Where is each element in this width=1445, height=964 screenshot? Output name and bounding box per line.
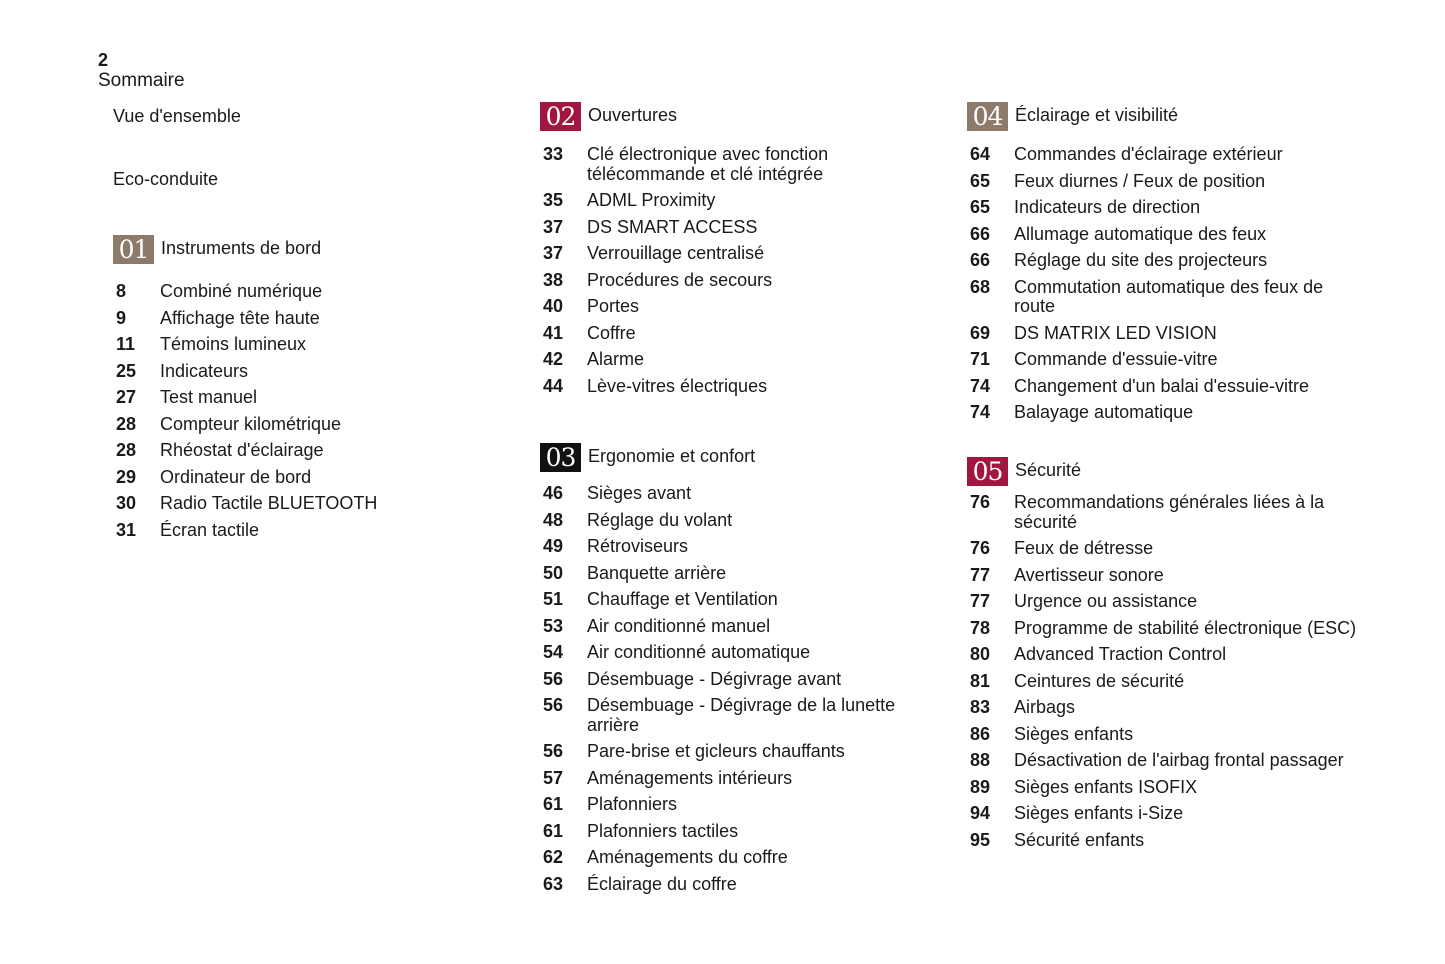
section-badge-05: 05 (967, 457, 1008, 486)
toc-entry-page-number: 38 (543, 269, 564, 290)
toc-entry-label: Balayage automatique (1014, 402, 1194, 422)
section-title-01: Instruments de bord (161, 237, 322, 258)
toc-entry[interactable] (540, 769, 920, 789)
toc-entry-label: Compteur kilométrique (160, 413, 342, 434)
toc-entry-label: Programme de stabilité électronique (ESC) (1014, 617, 1357, 638)
toc-entry[interactable] (540, 564, 920, 584)
toc-entry-label: Urgence ou assistance (1014, 591, 1198, 611)
toc-entry[interactable] (540, 377, 920, 397)
toc-entry-label: Désembuage - Dégivrage avant (587, 668, 842, 689)
toc-entry-label: Sièges avant (587, 483, 692, 503)
toc-entry[interactable] (967, 324, 1347, 344)
toc-entry[interactable] (967, 350, 1347, 370)
toc-entry-label: Désactivation de l'airbag frontal passager (1014, 750, 1344, 770)
toc-entry-label: Allumage automatique des feux (1014, 223, 1267, 244)
toc-entry[interactable] (540, 848, 920, 868)
toc-entry[interactable] (540, 191, 920, 211)
toc-entry-label: Rhéostat d'éclairage (160, 440, 324, 460)
toc-entry-page-number: 88 (970, 750, 991, 770)
toc-entry[interactable] (967, 619, 1357, 639)
toc-entry-page-number: 74 (970, 402, 991, 422)
toc-entry-label: Lève-vitres électriques (587, 375, 768, 396)
toc-entry-page-number: 29 (116, 466, 137, 487)
toc-entry-page-number: 61 (543, 794, 564, 814)
toc-overview-link[interactable]: Vue d'ensemble (113, 106, 241, 126)
toc-entry-label: Plafonniers (587, 794, 678, 814)
section-title-05: Sécurité (1015, 459, 1082, 480)
toc-entry-label: Feux diurnes / Feux de position (1014, 170, 1266, 191)
toc-entry[interactable] (113, 335, 493, 355)
toc-entry[interactable] (540, 484, 920, 504)
toc-entry-label: Ordinateur de bord (160, 466, 312, 487)
toc-entry-label: Changement d'un balai d'essuie-vitre (1014, 375, 1310, 396)
toc-entry-page-number: 83 (970, 697, 991, 717)
toc-entry[interactable] (967, 198, 1347, 218)
toc-entry[interactable] (540, 822, 920, 842)
toc-entry[interactable] (540, 511, 920, 531)
toc-entry[interactable] (967, 672, 1357, 692)
toc-entry-page-number: 8 (116, 281, 127, 301)
section-title-03: Ergonomie et confort (588, 445, 756, 466)
toc-entry-page-number: 80 (970, 644, 991, 664)
toc-entry[interactable] (967, 725, 1357, 745)
toc-entry[interactable] (540, 875, 920, 895)
toc-entry[interactable] (967, 278, 1347, 317)
toc-entry-label: Procédures de secours (587, 269, 773, 290)
toc-entry-label: Indicateurs de direction (1014, 197, 1201, 217)
toc-entry-page-number: 77 (970, 591, 991, 611)
toc-entry-page-number: 37 (543, 216, 564, 237)
toc-entry[interactable] (967, 645, 1357, 665)
toc-entry-page-number: 25 (116, 360, 137, 381)
section-header-01[interactable] (113, 235, 321, 264)
toc-entry-page-number: 28 (116, 413, 137, 434)
toc-entry-page-number: 48 (543, 509, 564, 530)
toc-entry-label: Commutation automatique des feux de route (1014, 276, 1324, 316)
toc-entry-label: Feux de détresse (1014, 538, 1154, 558)
section-03-entries (540, 484, 920, 901)
toc-entry[interactable] (113, 282, 493, 302)
toc-entry-label: Commandes d'éclairage extérieur (1014, 144, 1283, 164)
toc-entry-label: Radio Tactile BLUETOOTH (160, 493, 378, 513)
toc-entry-label: Clé électronique avec fonction télécommande et clé intégrée (587, 144, 829, 184)
toc-entry[interactable] (540, 271, 920, 291)
section-badge-01: 01 (113, 235, 154, 264)
toc-entry[interactable] (967, 172, 1347, 192)
toc-entry[interactable] (113, 309, 493, 329)
toc-entry-label: Coffre (587, 322, 636, 343)
toc-entry[interactable] (113, 468, 493, 488)
toc-entry-label: Affichage tête haute (160, 307, 320, 328)
toc-entry-page-number: 54 (543, 642, 564, 662)
toc-entry[interactable] (113, 441, 493, 461)
toc-entry-page-number: 86 (970, 723, 991, 744)
section-header-05[interactable] (967, 457, 1081, 486)
toc-entry[interactable] (540, 795, 920, 815)
toc-entry-label: Chauffage et Ventilation (587, 589, 778, 609)
toc-entry-label: Écran tactile (160, 519, 260, 540)
toc-entry-label: Banquette arrière (587, 562, 727, 583)
toc-entry-page-number: 65 (970, 197, 991, 217)
toc-entry-label: DS SMART ACCESS (587, 216, 758, 237)
toc-entry-label: Plafonniers tactiles (587, 820, 739, 841)
toc-entry-page-number: 27 (116, 387, 137, 407)
toc-entry-page-number: 40 (543, 296, 564, 316)
toc-entry-page-number: 56 (543, 668, 564, 689)
toc-entry-label: Sièges enfants ISOFIX (1014, 776, 1198, 797)
toc-entry-page-number: 28 (116, 440, 137, 460)
toc-entry[interactable] (540, 350, 920, 370)
section-badge-02: 02 (540, 102, 581, 131)
section-header-04[interactable] (967, 102, 1178, 131)
toc-entry-page-number: 50 (543, 562, 564, 583)
toc-entry[interactable] (113, 521, 493, 541)
toc-entry-label: Portes (587, 296, 640, 316)
toc-entry-page-number: 68 (970, 276, 991, 297)
toc-entry-page-number: 30 (116, 493, 137, 513)
toc-entry-page-number: 46 (543, 483, 564, 503)
toc-entry[interactable] (967, 539, 1357, 559)
toc-entry-page-number: 35 (543, 190, 564, 210)
toc-entry-label: Éclairage du coffre (587, 873, 737, 894)
toc-entry[interactable] (540, 297, 920, 317)
toc-entry-label: Air conditionné manuel (587, 615, 771, 636)
section-badge-03: 03 (540, 443, 581, 472)
toc-entry[interactable] (540, 670, 920, 690)
toc-entry-label: Sièges enfants (1014, 723, 1134, 744)
toc-entry[interactable] (113, 362, 493, 382)
toc-entry-page-number: 11 (116, 334, 136, 354)
toc-entry-label: Combiné numérique (160, 281, 323, 301)
section-badge-04: 04 (967, 102, 1008, 131)
toc-entry[interactable] (113, 388, 493, 408)
toc-entry-label: Rétroviseurs (587, 536, 689, 556)
toc-entry[interactable] (967, 403, 1347, 423)
toc-entry-label: Désembuage - Dégivrage de la lunette arrière (587, 695, 896, 735)
toc-entry[interactable] (540, 324, 920, 344)
toc-entry-page-number: 57 (543, 767, 564, 788)
toc-entry-page-number: 71 (970, 349, 991, 369)
toc-entry-label: Avertisseur sonore (1014, 564, 1164, 585)
toc-entry-page-number: 74 (970, 375, 991, 396)
toc-entry-page-number: 64 (970, 144, 991, 164)
toc-entry[interactable] (540, 145, 920, 184)
toc-entry-page-number: 31 (116, 519, 137, 540)
toc-entry[interactable] (967, 377, 1347, 397)
toc-entry-label: Advanced Traction Control (1014, 644, 1227, 664)
toc-entry-label: Alarme (587, 349, 645, 369)
toc-entry-page-number: 53 (543, 615, 564, 636)
toc-entry-label: Réglage du volant (587, 509, 733, 530)
toc-entry-page-number: 33 (543, 144, 564, 164)
toc-entry-page-number: 56 (543, 741, 564, 761)
toc-entry-page-number: 42 (543, 349, 564, 369)
toc-entry[interactable] (967, 493, 1357, 532)
toc-entry[interactable] (540, 218, 920, 238)
toc-entry[interactable] (540, 617, 920, 637)
toc-entry[interactable] (967, 751, 1357, 771)
toc-entry-page-number: 66 (970, 223, 991, 244)
toc-entry[interactable] (540, 643, 920, 663)
page-title: Sommaire (98, 70, 185, 91)
section-header-03[interactable] (540, 443, 755, 472)
section-04-entries (967, 145, 1347, 430)
toc-entry-label: Verrouillage centralisé (587, 243, 765, 263)
toc-entry[interactable] (540, 742, 920, 762)
toc-entry[interactable] (967, 698, 1357, 718)
section-02-entries (540, 145, 920, 403)
toc-entry[interactable] (113, 415, 493, 435)
toc-entry-page-number: 44 (543, 375, 564, 396)
toc-entry[interactable] (967, 251, 1347, 271)
section-title-04: Éclairage et visibilité (1015, 104, 1179, 125)
toc-entry-page-number: 81 (970, 670, 991, 691)
toc-entry-page-number: 41 (543, 322, 564, 343)
toc-entry-label: Sièges enfants i-Size (1014, 803, 1184, 823)
toc-entry-label: Airbags (1014, 697, 1076, 717)
toc-entry-page-number: 78 (970, 617, 991, 638)
toc-entry-label: Test manuel (160, 387, 258, 407)
toc-entry-page-number: 63 (543, 873, 564, 894)
toc-entry-page-number: 77 (970, 564, 991, 585)
toc-entry-page-number: 76 (970, 492, 991, 512)
toc-entry-page-number: 66 (970, 250, 991, 270)
toc-entry[interactable] (540, 696, 920, 735)
toc-entry[interactable] (540, 244, 920, 264)
page-number: 2 (98, 50, 109, 70)
toc-entry-label: Aménagements du coffre (587, 847, 788, 867)
toc-entry-label: Ceintures de sécurité (1014, 670, 1185, 691)
toc-entry[interactable] (967, 145, 1347, 165)
toc-entry-label: Pare-brise et gicleurs chauffants (587, 741, 845, 761)
toc-entry-page-number: 89 (970, 776, 991, 797)
toc-entry-page-number: 65 (970, 170, 991, 191)
toc-entry-label: Sécurité enfants (1014, 829, 1145, 850)
section-01-entries (113, 282, 493, 547)
toc-entry-label: Indicateurs (160, 360, 249, 381)
toc-entry-page-number: 94 (970, 803, 991, 823)
toc-entry[interactable] (967, 804, 1357, 824)
toc-entry[interactable] (967, 225, 1347, 245)
toc-entry[interactable] (967, 592, 1357, 612)
toc-entry-label: Réglage du site des projecteurs (1014, 250, 1268, 270)
toc-entry[interactable] (967, 778, 1357, 798)
toc-entry-label: Commande d'essuie-vitre (1014, 349, 1218, 369)
toc-entry[interactable] (540, 590, 920, 610)
section-header-02[interactable] (540, 102, 677, 131)
toc-entry-label: Aménagements intérieurs (587, 767, 793, 788)
toc-entry-page-number: 76 (970, 538, 991, 558)
toc-entry-page-number: 62 (543, 847, 564, 867)
toc-entry-page-number: 37 (543, 243, 564, 263)
toc-entry[interactable] (540, 537, 920, 557)
toc-entry[interactable] (967, 566, 1357, 586)
toc-entry-page-number: 95 (970, 829, 991, 850)
toc-entry[interactable] (113, 494, 493, 514)
section-05-entries (967, 493, 1357, 857)
toc-entry-label: ADML Proximity (587, 190, 716, 210)
toc-entry-page-number: 69 (970, 322, 991, 343)
section-title-02: Ouvertures (588, 104, 678, 125)
toc-entry-page-number: 9 (116, 307, 127, 328)
toc-eco-driving-link[interactable]: Eco-conduite (113, 169, 219, 189)
toc-entry-label: Témoins lumineux (160, 334, 307, 354)
toc-entry-label: Air conditionné automatique (587, 642, 811, 662)
toc-entry-page-number: 49 (543, 536, 564, 556)
toc-entry-label: DS MATRIX LED VISION (1014, 322, 1217, 343)
toc-entry[interactable] (967, 831, 1357, 851)
toc-entry-page-number: 51 (543, 589, 564, 609)
toc-entry-label: Recommandations générales liées à la sécurité (1014, 492, 1325, 532)
toc-entry-page-number: 61 (543, 820, 564, 841)
toc-entry-page-number: 56 (543, 695, 564, 715)
